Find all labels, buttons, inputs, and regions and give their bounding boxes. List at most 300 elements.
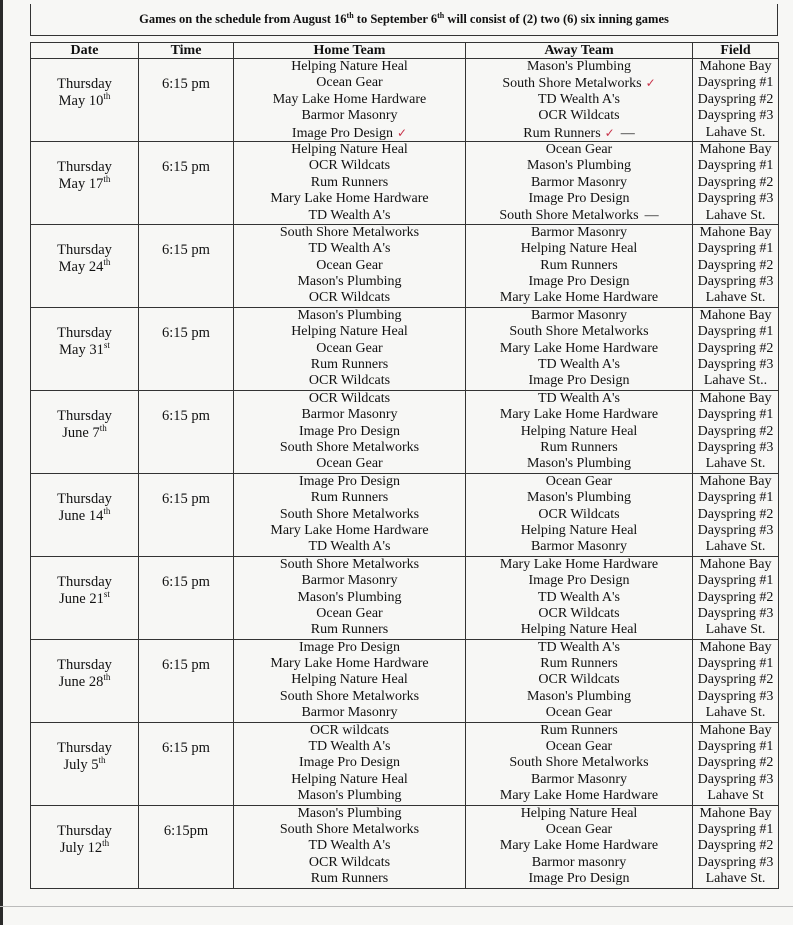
team-name [466, 590, 692, 606]
notice-text-mid: to September 6 [353, 12, 438, 26]
field-cell [693, 390, 779, 473]
field-name [693, 324, 778, 340]
away-text: Rum Runners [523, 125, 601, 141]
team-name [234, 290, 465, 306]
team-name [466, 788, 692, 804]
home-text: OCR wildcats [310, 722, 389, 738]
date-day: Thursday [57, 573, 112, 590]
field-text: Dayspring #1 [697, 656, 774, 672]
field-text: Dayspring #2 [697, 174, 774, 190]
team-name [234, 241, 465, 257]
field-text: Dayspring #2 [697, 755, 774, 771]
away-text: Mary Lake Home Hardware [499, 838, 659, 854]
date-cell [31, 390, 139, 473]
team-name [234, 175, 465, 191]
date-day: Thursday [57, 656, 112, 673]
away-text: South Shore Metalworks [509, 755, 649, 771]
field-text: Dayspring #2 [697, 257, 774, 273]
team-name [466, 755, 692, 771]
field-cell [693, 805, 779, 888]
field-name [693, 656, 778, 672]
field-text: Lahave St.. [703, 373, 768, 389]
date-value: July 12th [59, 837, 110, 856]
home-text: TD Wealth A's [308, 241, 391, 257]
team-name [234, 92, 465, 108]
field-name [693, 705, 778, 721]
date-value: July 5th [63, 754, 106, 773]
team-name [466, 407, 692, 423]
team-name [234, 622, 465, 638]
date-cell [31, 556, 139, 639]
field-name [693, 108, 778, 124]
home-text: Image Pro Design [298, 423, 401, 439]
team-name [234, 225, 465, 241]
team-name [234, 523, 465, 539]
field-text: Mahone Bay [699, 224, 772, 240]
home-text: Rum Runners [310, 871, 389, 887]
field-text: Dayspring #1 [697, 158, 774, 174]
away-text: Rum Runners [540, 656, 618, 672]
week-row [31, 224, 779, 307]
field-name [693, 175, 778, 191]
home-text: Mary Lake Home Hardware [270, 522, 429, 538]
time-cell: 6:15 pm [139, 141, 234, 224]
home-text: Rum Runners [310, 357, 389, 373]
team-name [466, 705, 692, 721]
team-name [234, 672, 465, 688]
field-name [693, 341, 778, 357]
away-text: Mary Lake Home Hardware [499, 556, 659, 572]
team-name [234, 755, 465, 771]
team-name [234, 772, 465, 788]
field-text: Dayspring #1 [697, 324, 774, 340]
team-name [234, 606, 465, 622]
away-text: Helping Nature Heal [520, 423, 638, 439]
team-name [466, 324, 692, 340]
away-text: TD Wealth A's [537, 589, 621, 605]
field-name [693, 590, 778, 606]
team-name [234, 855, 465, 871]
away-text: Ocean Gear [545, 473, 613, 489]
field-name [693, 772, 778, 788]
field-text: Dayspring #2 [697, 91, 774, 107]
home-text: South Shore Metalworks [279, 688, 420, 704]
team-name [466, 341, 692, 357]
away-text: Helping Nature Heal [520, 241, 638, 257]
field-text: Mahone Bay [699, 59, 772, 74]
handwritten-dash-icon: — [620, 125, 635, 141]
field-name [693, 755, 778, 771]
field-text: Dayspring #1 [697, 821, 774, 837]
away-text: Ocean Gear [545, 739, 613, 755]
field-text: Dayspring #3 [697, 522, 774, 538]
field-name [693, 557, 778, 573]
away-text: Barmor Masonry [530, 174, 628, 190]
date-value: June 14th [58, 505, 111, 524]
away-text: Helping Nature Heal [520, 622, 638, 638]
team-name [466, 92, 692, 108]
away-text: Image Pro Design [528, 573, 630, 589]
field-text: Dayspring #2 [697, 340, 774, 356]
field-name [693, 723, 778, 739]
home-cell [234, 473, 466, 556]
home-text: Rum Runners [310, 622, 389, 638]
team-name [466, 739, 692, 755]
field-name [693, 158, 778, 174]
team-name [466, 424, 692, 440]
field-text: Lahave St. [705, 456, 766, 472]
team-name [466, 290, 692, 306]
field-cell [693, 722, 779, 805]
field-cell [693, 141, 779, 224]
field-text: Dayspring #1 [697, 241, 774, 257]
away-text: Image Pro Design [528, 191, 630, 207]
team-name [466, 456, 692, 472]
home-text: South Shore Metalworks [279, 821, 420, 837]
field-name [693, 871, 778, 887]
team-name [234, 407, 465, 423]
header-time: Time [139, 43, 234, 59]
field-name [693, 689, 778, 705]
notice-sup-1: th [346, 10, 354, 20]
home-text: Mary Lake Home Hardware [270, 191, 429, 207]
away-cell [466, 722, 693, 805]
time-cell: 6:15 pm [139, 307, 234, 390]
date-cell [31, 805, 139, 888]
date-day: Thursday [57, 490, 112, 507]
date-cell [31, 307, 139, 390]
week-row [31, 639, 779, 722]
team-name [466, 108, 692, 124]
schedule-notice [30, 4, 778, 36]
notice-text-start: Games on the schedule from August 16 [139, 12, 347, 26]
home-cell [234, 639, 466, 722]
date-value: June 21st [59, 588, 110, 607]
field-text: Dayspring #2 [697, 838, 774, 854]
away-text: Mason's Plumbing [526, 490, 632, 506]
team-name [234, 324, 465, 340]
home-cell [234, 141, 466, 224]
field-text: Dayspring #1 [697, 490, 774, 506]
field-text: Mahone Bay [699, 805, 772, 821]
notice-sup-2: th [437, 10, 445, 20]
team-name [234, 125, 465, 141]
field-text: Mahone Bay [699, 473, 772, 489]
home-text: Ocean Gear [316, 75, 383, 91]
handwritten-check-icon: ✓ [645, 76, 656, 91]
team-name [466, 175, 692, 191]
away-text: Barmor Masonry [530, 771, 628, 787]
date-value: May 17th [58, 174, 111, 192]
home-text: South Shore Metalworks [279, 556, 420, 572]
team-name [466, 490, 692, 506]
away-text: Rum Runners [540, 722, 618, 738]
date-day: Thursday [57, 76, 112, 92]
team-name [466, 806, 692, 822]
field-name [693, 490, 778, 506]
team-name [234, 108, 465, 124]
week-row [31, 141, 779, 224]
field-name [693, 241, 778, 257]
field-name [693, 424, 778, 440]
away-text: Mary Lake Home Hardware [499, 788, 659, 804]
away-text: Ocean Gear [545, 821, 613, 837]
team-name [234, 391, 465, 407]
team-name [234, 308, 465, 324]
team-name [466, 622, 692, 638]
field-name [693, 855, 778, 871]
field-name [693, 308, 778, 324]
field-name [693, 523, 778, 539]
team-name [234, 75, 465, 91]
date-day: Thursday [57, 324, 112, 341]
team-name [234, 274, 465, 290]
field-text: Dayspring #3 [697, 357, 774, 373]
field-name [693, 838, 778, 854]
field-name [693, 573, 778, 589]
field-name [693, 739, 778, 755]
team-name [234, 822, 465, 838]
team-name [234, 640, 465, 656]
field-text: Lahave St. [705, 539, 766, 555]
home-text: Image Pro Design [298, 755, 401, 771]
date-day: Thursday [57, 739, 112, 756]
team-name [234, 357, 465, 373]
date-cell [31, 224, 139, 307]
week-row [31, 722, 779, 805]
away-text: Image Pro Design [528, 373, 630, 389]
field-text: Dayspring #1 [697, 75, 774, 91]
home-text: Helping Nature Heal [291, 672, 408, 688]
schedule-body [31, 59, 779, 889]
team-name [234, 723, 465, 739]
header-row [31, 43, 779, 59]
team-name [234, 590, 465, 606]
home-text: Image Pro Design [291, 125, 394, 141]
home-text: Mason's Plumbing [297, 788, 402, 804]
team-name [234, 341, 465, 357]
home-text: TD Wealth A's [308, 207, 391, 223]
header-field: Field [693, 43, 779, 59]
away-text: OCR Wildcats [538, 672, 620, 688]
field-cell [693, 59, 779, 142]
away-cell [466, 556, 693, 639]
away-text: TD Wealth A's [537, 390, 621, 406]
home-text: Mason's Plumbing [297, 307, 402, 323]
home-text: Rum Runners [310, 490, 389, 506]
team-name [466, 225, 692, 241]
page-edge [0, 0, 3, 925]
date-cell [31, 473, 139, 556]
field-cell [693, 224, 779, 307]
away-text: TD Wealth A's [537, 357, 621, 373]
team-name [466, 838, 692, 854]
away-text: Mason's Plumbing [526, 158, 632, 174]
team-name [466, 640, 692, 656]
home-text: Mary Lake Home Hardware [270, 656, 429, 672]
home-cell [234, 307, 466, 390]
team-name [234, 440, 465, 456]
team-name [466, 142, 692, 158]
field-text: Dayspring #2 [697, 423, 774, 439]
field-name [693, 640, 778, 656]
date-value: June 7th [62, 422, 107, 441]
date-cell [31, 141, 139, 224]
home-cell [234, 59, 466, 142]
home-text: Barmor Masonry [301, 573, 398, 589]
field-name [693, 440, 778, 456]
field-name [693, 59, 778, 75]
field-name [693, 456, 778, 472]
field-cell [693, 307, 779, 390]
away-text: South Shore Metalworks [502, 76, 642, 92]
home-text: OCR Wildcats [308, 854, 391, 870]
time-cell: 6:15 pm [139, 59, 234, 142]
home-text: Helping Nature Heal [291, 771, 408, 787]
home-text: Image Pro Design [298, 639, 401, 655]
team-name [466, 125, 692, 141]
away-text: Mary Lake Home Hardware [499, 340, 659, 356]
away-text: Ocean Gear [545, 141, 613, 157]
handwritten-dash-icon: — [644, 207, 659, 223]
time-cell: 6:15 pm [139, 224, 234, 307]
field-text: Dayspring #3 [697, 191, 774, 207]
field-cell [693, 556, 779, 639]
away-text: OCR Wildcats [538, 506, 620, 522]
date-value: May 31st [59, 340, 110, 358]
field-name [693, 788, 778, 804]
home-text: Ocean Gear [316, 456, 383, 472]
date-day: Thursday [57, 822, 112, 839]
field-text: Dayspring #3 [697, 771, 774, 787]
team-name [234, 656, 465, 672]
time-cell: 6:15 pm [139, 722, 234, 805]
team-name [234, 258, 465, 274]
field-text: Dayspring #2 [697, 506, 774, 522]
away-text: Mason's Plumbing [526, 59, 632, 74]
away-cell [466, 473, 693, 556]
team-name [466, 241, 692, 257]
field-text: Dayspring #1 [697, 407, 774, 423]
team-name [466, 606, 692, 622]
home-text: Rum Runners [310, 174, 389, 190]
home-text: Mason's Plumbing [297, 274, 402, 290]
home-text: Helping Nature Heal [291, 324, 408, 340]
schedule-sheet [30, 4, 778, 889]
home-text: Barmor Masonry [301, 108, 398, 124]
team-name [234, 573, 465, 589]
field-name [693, 125, 778, 141]
field-text: Dayspring #3 [697, 854, 774, 870]
team-name [234, 424, 465, 440]
team-name [234, 539, 465, 555]
away-cell [466, 307, 693, 390]
field-name [693, 357, 778, 373]
week-row [31, 390, 779, 473]
home-text: TD Wealth A's [308, 838, 391, 854]
away-text: Barmor Masonry [530, 539, 628, 555]
home-text: TD Wealth A's [308, 739, 391, 755]
field-name [693, 474, 778, 490]
away-text: Rum Runners [540, 439, 618, 455]
field-text: Dayspring #2 [697, 672, 774, 688]
home-text: Barmor Masonry [301, 705, 398, 721]
date-cell [31, 639, 139, 722]
team-name [234, 456, 465, 472]
away-text: Mary Lake Home Hardware [499, 290, 659, 306]
away-text: South Shore Metalworks [499, 207, 639, 223]
field-name [693, 672, 778, 688]
team-name [234, 474, 465, 490]
team-name [466, 191, 692, 207]
away-cell [466, 59, 693, 142]
date-day: Thursday [57, 158, 112, 175]
team-name [234, 208, 465, 224]
team-name [466, 523, 692, 539]
field-name [693, 225, 778, 241]
team-name [466, 59, 692, 75]
team-name [466, 557, 692, 573]
home-text: Ocean Gear [316, 340, 383, 356]
home-text: OCR Wildcats [308, 390, 391, 406]
field-text: Lahave St. [705, 871, 766, 887]
team-name [234, 191, 465, 207]
away-text: Barmor masonry [531, 854, 627, 870]
away-cell [466, 639, 693, 722]
field-text: Dayspring #1 [697, 739, 774, 755]
home-cell [234, 390, 466, 473]
field-text: Mahone Bay [699, 390, 772, 406]
team-name [466, 539, 692, 555]
home-text: Mason's Plumbing [297, 589, 402, 605]
home-cell [234, 224, 466, 307]
team-name [466, 391, 692, 407]
team-name [466, 75, 692, 91]
field-name [693, 208, 778, 224]
home-text: OCR Wildcats [308, 373, 391, 389]
date-value: May 10th [58, 91, 111, 109]
field-text: Lahave St. [705, 290, 766, 306]
home-text: Helping Nature Heal [291, 141, 408, 157]
field-text: Dayspring #3 [697, 439, 774, 455]
away-cell [466, 224, 693, 307]
field-name [693, 258, 778, 274]
field-text: Mahone Bay [699, 722, 772, 738]
time-cell: 6:15pm [139, 805, 234, 888]
home-cell [234, 556, 466, 639]
field-name [693, 822, 778, 838]
away-text: Mason's Plumbing [526, 456, 632, 472]
field-name [693, 75, 778, 91]
time-cell: 6:15 pm [139, 473, 234, 556]
field-name [693, 539, 778, 555]
team-name [234, 739, 465, 755]
home-text: TD Wealth A's [308, 539, 391, 555]
team-name [466, 208, 692, 224]
away-cell [466, 141, 693, 224]
date-day: Thursday [57, 407, 112, 424]
field-name [693, 191, 778, 207]
field-text: Dayspring #3 [697, 274, 774, 290]
field-cell [693, 639, 779, 722]
field-name [693, 373, 778, 389]
team-name [234, 142, 465, 158]
page-bottom-rule [0, 906, 793, 907]
date-value: May 24th [58, 257, 111, 275]
team-name [466, 871, 692, 887]
field-text: Dayspring #3 [697, 605, 774, 621]
team-name [466, 357, 692, 373]
